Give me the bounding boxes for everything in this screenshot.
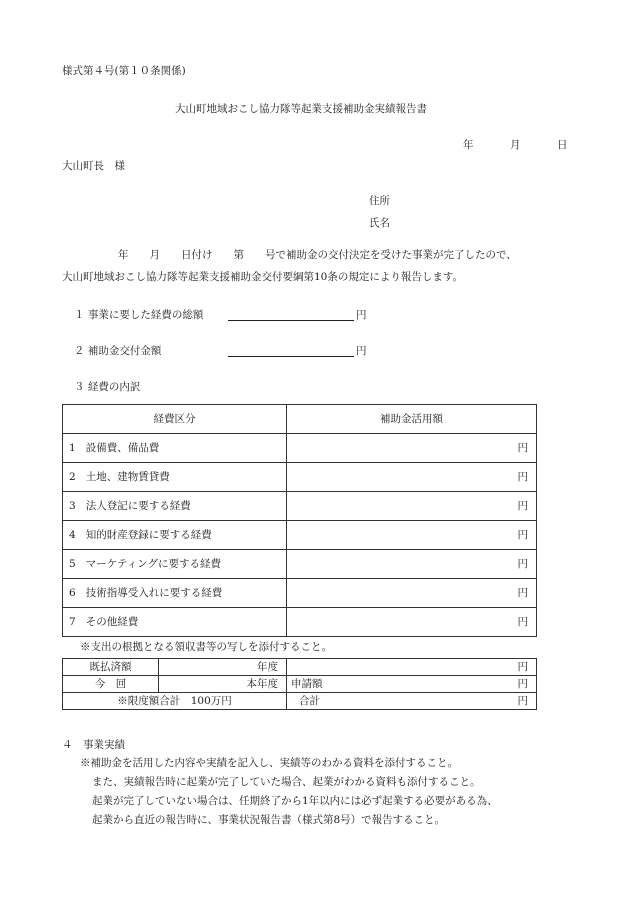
paid-label: 既払済額	[63, 659, 159, 676]
attachment-note: ※支出の根拠となる領収書等の写しを添付すること。	[80, 641, 332, 653]
address-label: 住所	[369, 195, 390, 207]
row-amount: 円	[287, 434, 537, 463]
row-amount: 円	[287, 492, 537, 521]
section4-note-4: 起業から直近の報告時に、事業状況報告書（様式第8号）で報告すること。	[92, 814, 446, 826]
form-number-label: 様式第４号(第１０条関係)	[62, 65, 186, 77]
current-label: 今 回	[63, 676, 159, 693]
table-row	[63, 463, 537, 492]
intro-line-1: 年 月 日付け 第 号で補助金の交付決定を受けた事業が完了したので、	[118, 249, 517, 261]
expense-table-header	[63, 405, 537, 434]
row-amount: 円	[287, 608, 537, 637]
grant-amount-unit: 円	[356, 345, 367, 357]
section4-heading: ４ 事業実績	[62, 739, 125, 751]
name-label: 氏名	[369, 217, 390, 229]
section4-note-3: 起業が完了していない場合は、任期終了から1年以内には必ず起業する必要がある為、	[92, 795, 498, 807]
limit-note: ※限度額合計 100万円	[63, 693, 287, 710]
row-category: 4 知的財産登録に要する経費	[63, 521, 287, 550]
row-amount: 円	[287, 579, 537, 608]
grant-amount-label: ２ 補助金交付金額	[74, 345, 162, 357]
breakdown-label: ３ 経費の内訳	[74, 381, 141, 393]
table-row	[63, 659, 537, 676]
row-category: 2 土地、建物賃貸費	[63, 463, 287, 492]
intro-line-2: 大山町地域おこし協力隊等起業支援補助金交付要綱第10条の規定により報告します。	[62, 271, 464, 283]
paid-amount: 円	[287, 659, 537, 676]
current-amount	[287, 676, 537, 693]
header-amount: 補助金活用額	[287, 405, 537, 434]
table-row	[63, 521, 537, 550]
total-expense-unit: 円	[356, 309, 367, 321]
table-row	[63, 676, 537, 693]
summary-table	[62, 658, 537, 710]
total-expense-field	[228, 320, 354, 321]
date-month-label: 月	[510, 139, 521, 151]
row-amount: 円	[287, 463, 537, 492]
section4-note-2: また、実績報告時に起業が完了していた場合、起業がわかる資料も添付すること。	[92, 776, 481, 788]
total-expense-label: １ 事業に要した経費の総額	[74, 309, 204, 321]
row-category: 1 設備費、備品費	[63, 434, 287, 463]
row-category: 6 技術指導受入れに要する経費	[63, 579, 287, 608]
header-category: 経費区分	[63, 405, 287, 434]
date-day-label: 日	[557, 139, 568, 151]
table-row	[63, 608, 537, 637]
table-row	[63, 550, 537, 579]
document-title: 大山町地域おこし協力隊等起業支援補助金実績報告書	[175, 103, 427, 115]
current-year-label: 本年度	[159, 676, 287, 693]
row-category: 7 その他経費	[63, 608, 287, 637]
applied-label: 申請額	[291, 677, 323, 690]
applied-unit: 円	[517, 677, 528, 690]
total-unit: 円	[517, 694, 528, 707]
section4-note-1: ※補助金を活用した内容や実績を記入し、実績等のわかる資料を添付すること。	[80, 757, 458, 769]
addressee: 大山町長 様	[62, 160, 125, 172]
grant-amount-field	[228, 356, 354, 357]
total-label: 合計	[299, 694, 320, 707]
row-category: 5 マーケティングに要する経費	[63, 550, 287, 579]
date-year-label: 年	[463, 139, 474, 151]
row-amount: 円	[287, 521, 537, 550]
paid-year-label: 年度	[159, 659, 287, 676]
row-category: 3 法人登記に要する経費	[63, 492, 287, 521]
expense-table	[62, 404, 537, 637]
row-amount: 円	[287, 550, 537, 579]
table-row	[63, 579, 537, 608]
table-row	[63, 693, 537, 710]
table-row	[63, 434, 537, 463]
table-row	[63, 492, 537, 521]
total-amount	[287, 693, 537, 710]
